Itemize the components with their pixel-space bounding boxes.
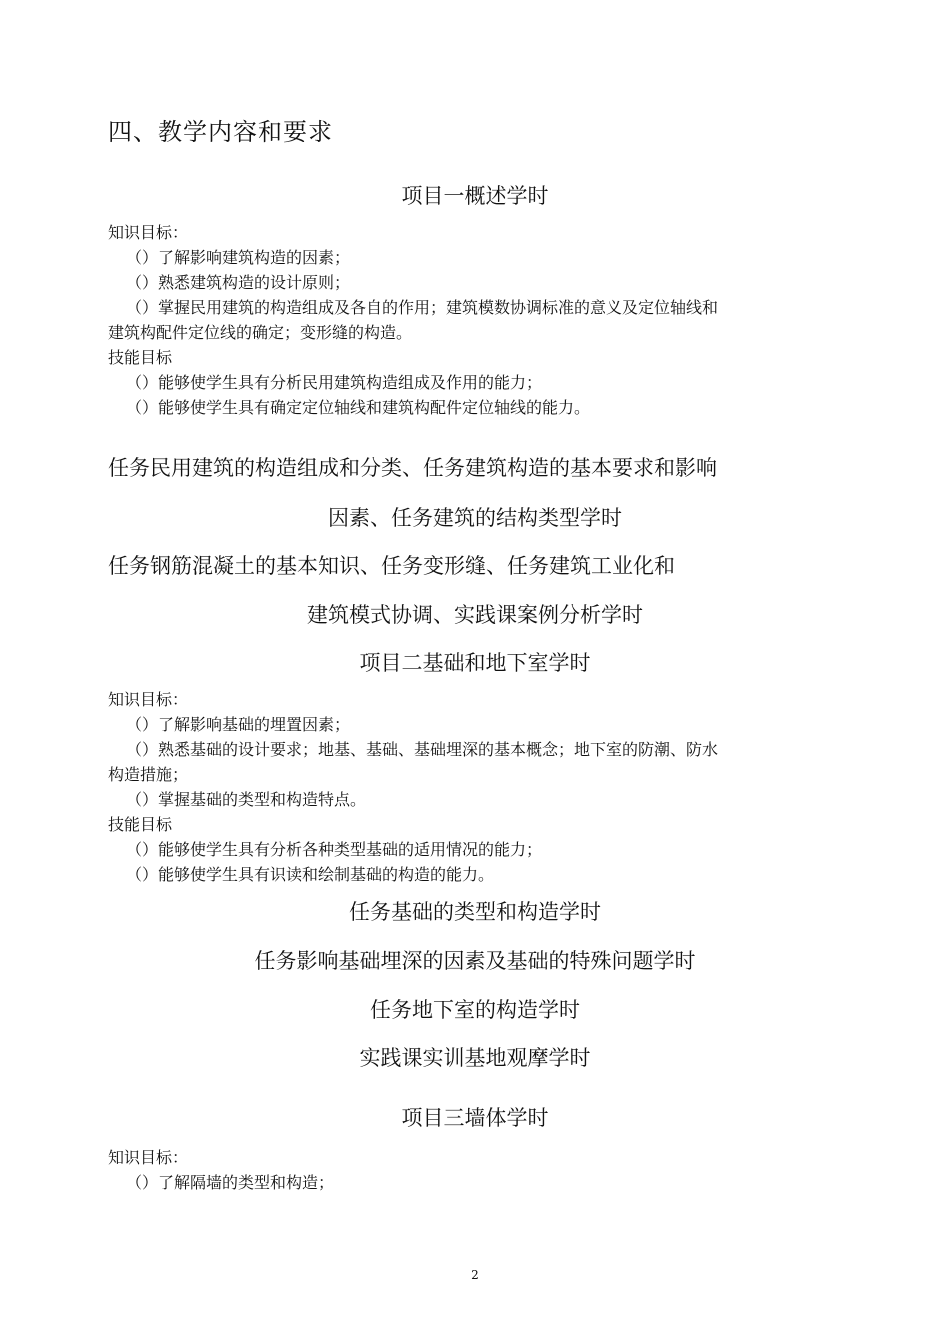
project-3-knowledge-item: （）了解隔墙的类型和构造；: [126, 1173, 335, 1192]
page-number: 2: [471, 1268, 479, 1282]
project-1-skill-item: （）能够使学生具有确定定位轴线和建筑构配件定位轴线的能力。: [126, 398, 591, 417]
project-2-skill-item: （）能够使学生具有分析各种类型基础的适用情况的能力；: [126, 840, 543, 859]
project-3-knowledge-label: 知识目标：: [108, 1148, 189, 1167]
project-1-knowledge-item: （）掌握民用建筑的构造组成及各自的作用；建筑模数协调标准的意义及定位轴线和: [126, 298, 719, 317]
project-2-knowledge-item: （）了解影响基础的埋置因素；: [126, 715, 351, 734]
project-1-knowledge-item: （）熟悉建筑构造的设计原则；: [126, 273, 351, 292]
project-2-skill-label: 技能目标: [108, 815, 173, 834]
project-2-skill-item: （）能够使学生具有识读和绘制基础的构造的能力。: [126, 865, 495, 884]
project-1-task-line: 建筑模式协调、实践课案例分析学时: [307, 603, 643, 627]
project-2-task-line: 任务地下室的构造学时: [370, 998, 580, 1022]
project-1-task-line: 任务民用建筑的构造组成和分类、任务建筑构造的基本要求和影响: [108, 456, 717, 480]
project-2-task-line: 任务影响基础埋深的因素及基础的特殊问题学时: [254, 949, 696, 973]
project-2-knowledge-label: 知识目标：: [108, 690, 189, 709]
project-2-knowledge-item: （）熟悉基础的设计要求；地基、基础、基础埋深的基本概念；地下室的防潮、防水: [126, 740, 719, 759]
section-title: 四、教学内容和要求: [108, 118, 333, 146]
project-1-title: 项目一概述学时: [401, 184, 549, 208]
project-2-task-line: 任务基础的类型和构造学时: [349, 900, 601, 924]
project-2-task-line: 实践课实训基地观摩学时: [359, 1046, 591, 1070]
project-1-knowledge-label: 知识目标：: [108, 223, 189, 242]
project-1-skill-label: 技能目标: [108, 348, 173, 367]
project-1-skill-item: （）能够使学生具有分析民用建筑构造组成及作用的能力；: [126, 373, 543, 392]
project-1-task-line: 任务钢筋混凝土的基本知识、任务变形缝、任务建筑工业化和: [108, 554, 675, 578]
project-1-knowledge-item-continued: 建筑构配件定位线的确定；变形缝的构造。: [108, 323, 413, 342]
project-2-knowledge-item: （）掌握基础的类型和构造特点。: [126, 790, 367, 809]
project-2-title: 项目二基础和地下室学时: [359, 651, 591, 675]
project-1-task-line: 因素、任务建筑的结构类型学时: [328, 506, 622, 530]
project-3-title: 项目三墙体学时: [401, 1106, 549, 1130]
project-1-knowledge-item: （）了解影响建筑构造的因素；: [126, 248, 351, 267]
project-2-knowledge-item-continued: 构造措施；: [108, 765, 189, 784]
